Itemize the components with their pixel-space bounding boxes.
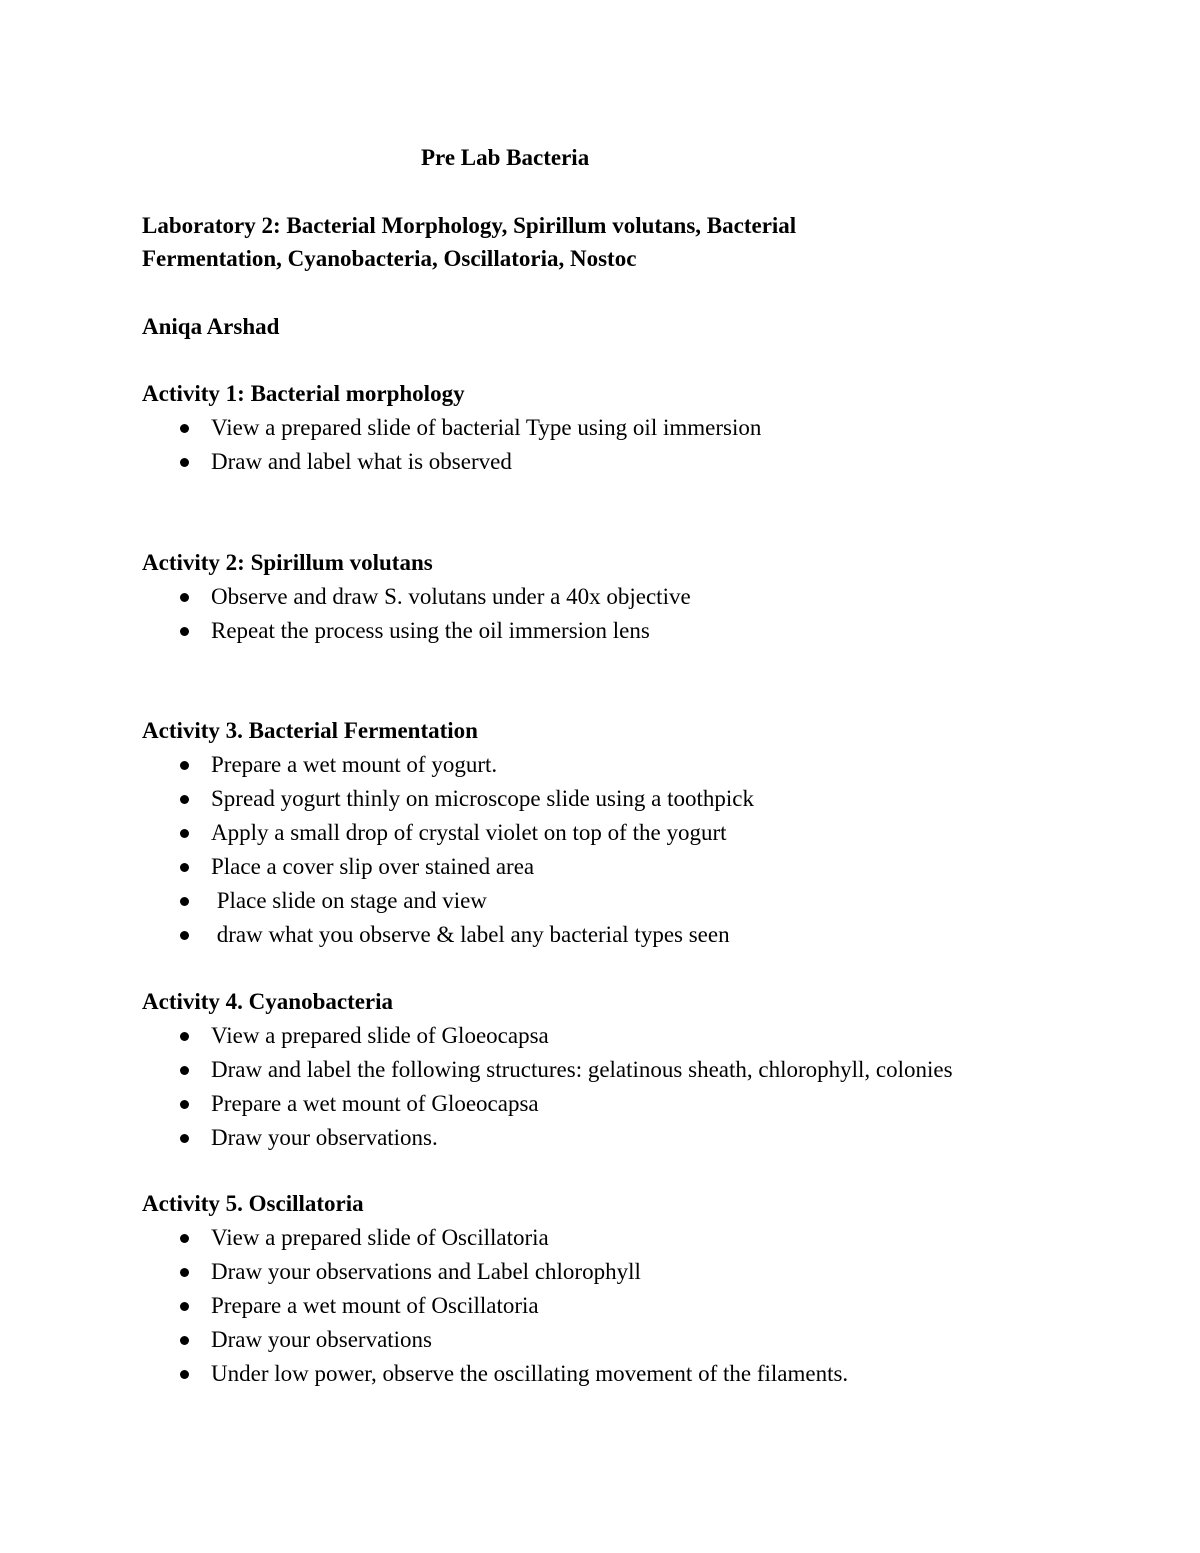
bullet-icon — [180, 1336, 189, 1345]
activity-5-list — [142, 1221, 848, 1391]
list-item: Observe and draw S. volutans under a 40x objective — [142, 580, 691, 614]
activity-1-heading: Activity 1: Bacterial morphology — [142, 381, 465, 406]
list-item: Spread yogurt thinly on microscope slide using a toothpick — [142, 782, 754, 816]
bullet-icon — [180, 863, 189, 872]
list-item: Place slide on stage and view — [142, 884, 754, 918]
lab-heading-line-2: Fermentation, Cyanobacteria, Oscillatoria, Nostoc — [142, 246, 637, 271]
list-item: Draw your observations. — [142, 1121, 953, 1155]
bullet-icon — [180, 1370, 189, 1379]
list-item: Repeat the process using the oil immersion lens — [142, 614, 691, 648]
list-item: Apply a small drop of crystal violet on top of the yogurt — [142, 816, 754, 850]
bullet-icon — [180, 1134, 189, 1143]
list-item: Draw and label the following structures: gelatinous sheath, chlorophyll, colonies — [142, 1053, 953, 1087]
activity-1-list — [142, 411, 761, 479]
bullet-icon — [180, 1066, 189, 1075]
author-name: Aniqa Arshad — [142, 314, 280, 339]
activity-4-list — [142, 1019, 953, 1155]
bullet-icon — [180, 458, 189, 467]
lab-heading-line-1: Laboratory 2: Bacterial Morphology, Spirillum volutans, Bacterial — [142, 213, 797, 238]
bullet-icon — [180, 931, 189, 940]
bullet-icon — [180, 627, 189, 636]
bullet-icon — [180, 761, 189, 770]
document-title: Pre Lab Bacteria — [421, 145, 590, 170]
list-item: Place a cover slip over stained area — [142, 850, 754, 884]
activity-4-heading: Activity 4. Cyanobacteria — [142, 989, 394, 1014]
activity-3-heading: Activity 3. Bacterial Fermentation — [142, 718, 478, 743]
list-item: Draw your observations — [142, 1323, 848, 1357]
list-item: Prepare a wet mount of Gloeocapsa — [142, 1087, 953, 1121]
list-item: Draw your observations and Label chlorophyll — [142, 1255, 848, 1289]
bullet-icon — [180, 829, 189, 838]
list-item: Draw and label what is observed — [142, 445, 761, 479]
list-item: Under low power, observe the oscillating movement of the filaments. — [142, 1357, 848, 1391]
bullet-icon — [180, 1268, 189, 1277]
bullet-icon — [180, 1302, 189, 1311]
activity-5-heading: Activity 5. Oscillatoria — [142, 1191, 364, 1216]
bullet-icon — [180, 1032, 189, 1041]
list-item: draw what you observe & label any bacterial types seen — [142, 918, 754, 952]
bullet-icon — [180, 795, 189, 804]
activity-2-list — [142, 580, 691, 648]
list-item: View a prepared slide of Oscillatoria — [142, 1221, 848, 1255]
bullet-icon — [180, 1100, 189, 1109]
activity-2-heading: Activity 2: Spirillum volutans — [142, 550, 433, 575]
bullet-icon — [180, 1234, 189, 1243]
activity-3-list — [142, 748, 754, 952]
list-item: Prepare a wet mount of yogurt. — [142, 748, 754, 782]
list-item: Prepare a wet mount of Oscillatoria — [142, 1289, 848, 1323]
bullet-icon — [180, 424, 189, 433]
bullet-icon — [180, 593, 189, 602]
list-item: View a prepared slide of Gloeocapsa — [142, 1019, 953, 1053]
list-item: View a prepared slide of bacterial Type using oil immersion — [142, 411, 761, 445]
bullet-icon — [180, 897, 189, 906]
